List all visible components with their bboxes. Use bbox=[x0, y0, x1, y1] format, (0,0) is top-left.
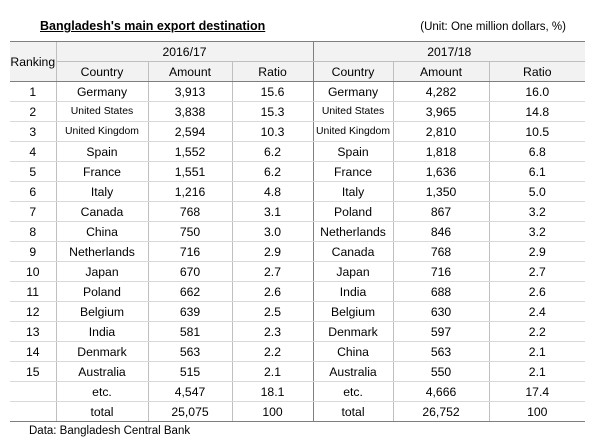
rank-cell: 14 bbox=[10, 342, 56, 362]
country-cell-2016-17: Netherlands bbox=[56, 242, 148, 262]
ratio-cell-2017-18: 2.2 bbox=[489, 322, 585, 342]
rank-cell: 7 bbox=[10, 202, 56, 222]
header-period-2017-18: 2017/18 bbox=[313, 42, 585, 62]
ratio-cell-2017-18: 2.1 bbox=[489, 342, 585, 362]
table-body bbox=[10, 82, 585, 422]
amount-cell-2017-18: 867 bbox=[393, 202, 489, 222]
amount-cell-2016-17: 563 bbox=[148, 342, 232, 362]
ratio-cell-2017-18: 100 bbox=[489, 402, 585, 422]
table-row bbox=[10, 242, 585, 262]
amount-cell-2017-18: 1,350 bbox=[393, 182, 489, 202]
header-ratio-a: Ratio bbox=[232, 62, 313, 82]
amount-cell-2017-18: 4,666 bbox=[393, 382, 489, 402]
amount-cell-2017-18: 688 bbox=[393, 282, 489, 302]
ratio-cell-2016-17: 10.3 bbox=[232, 122, 313, 142]
amount-cell-2016-17: 768 bbox=[148, 202, 232, 222]
ratio-cell-2016-17: 100 bbox=[232, 402, 313, 422]
header-ranking: Ranking bbox=[10, 42, 56, 82]
rank-cell: 11 bbox=[10, 282, 56, 302]
header-period-2016-17: 2016/17 bbox=[56, 42, 313, 62]
country-cell-2016-17: Spain bbox=[56, 142, 148, 162]
ratio-cell-2017-18: 2.4 bbox=[489, 302, 585, 322]
rank-cell: 1 bbox=[10, 82, 56, 102]
country-cell-2017-18: France bbox=[313, 162, 393, 182]
country-cell-2017-18: China bbox=[313, 342, 393, 362]
table-row bbox=[10, 102, 585, 122]
country-cell-2016-17: China bbox=[56, 222, 148, 242]
rank-cell bbox=[10, 402, 56, 422]
table-row bbox=[10, 142, 585, 162]
rank-cell: 8 bbox=[10, 222, 56, 242]
header-amount-b: Amount bbox=[393, 62, 489, 82]
table-row bbox=[10, 302, 585, 322]
table-row bbox=[10, 362, 585, 382]
ratio-cell-2016-17: 2.3 bbox=[232, 322, 313, 342]
amount-cell-2016-17: 670 bbox=[148, 262, 232, 282]
table-row bbox=[10, 222, 585, 242]
table-row bbox=[10, 322, 585, 342]
ratio-cell-2016-17: 15.3 bbox=[232, 102, 313, 122]
rank-cell: 15 bbox=[10, 362, 56, 382]
header-ratio-b: Ratio bbox=[489, 62, 585, 82]
header-country-a: Country bbox=[56, 62, 148, 82]
country-cell-2016-17: etc. bbox=[56, 382, 148, 402]
header-row-columns bbox=[10, 62, 585, 82]
rank-cell: 3 bbox=[10, 122, 56, 142]
ratio-cell-2016-17: 3.1 bbox=[232, 202, 313, 222]
ratio-cell-2016-17: 2.6 bbox=[232, 282, 313, 302]
header-country-b: Country bbox=[313, 62, 393, 82]
amount-cell-2017-18: 550 bbox=[393, 362, 489, 382]
country-cell-2017-18: Poland bbox=[313, 202, 393, 222]
country-cell-2017-18: Australia bbox=[313, 362, 393, 382]
ratio-cell-2016-17: 2.5 bbox=[232, 302, 313, 322]
country-cell-2016-17: United Kingdom bbox=[56, 122, 148, 142]
rank-cell: 2 bbox=[10, 102, 56, 122]
rank-cell: 6 bbox=[10, 182, 56, 202]
rank-cell: 13 bbox=[10, 322, 56, 342]
country-cell-2016-17: Italy bbox=[56, 182, 148, 202]
table-row bbox=[10, 282, 585, 302]
country-cell-2017-18: Canada bbox=[313, 242, 393, 262]
ratio-cell-2016-17: 2.9 bbox=[232, 242, 313, 262]
country-cell-2017-18: Belgium bbox=[313, 302, 393, 322]
ratio-cell-2016-17: 15.6 bbox=[232, 82, 313, 102]
amount-cell-2017-18: 3,965 bbox=[393, 102, 489, 122]
ratio-cell-2017-18: 6.8 bbox=[489, 142, 585, 162]
country-cell-2016-17: France bbox=[56, 162, 148, 182]
amount-cell-2016-17: 1,551 bbox=[148, 162, 232, 182]
country-cell-2016-17: United States bbox=[56, 102, 148, 122]
table-row bbox=[10, 182, 585, 202]
ratio-cell-2017-18: 16.0 bbox=[489, 82, 585, 102]
country-cell-2017-18: Germany bbox=[313, 82, 393, 102]
ratio-cell-2017-18: 2.6 bbox=[489, 282, 585, 302]
amount-cell-2016-17: 639 bbox=[148, 302, 232, 322]
country-cell-2016-17: Canada bbox=[56, 202, 148, 222]
country-cell-2017-18: Italy bbox=[313, 182, 393, 202]
amount-cell-2017-18: 26,752 bbox=[393, 402, 489, 422]
country-cell-2017-18: etc. bbox=[313, 382, 393, 402]
amount-cell-2017-18: 563 bbox=[393, 342, 489, 362]
country-cell-2016-17: Poland bbox=[56, 282, 148, 302]
amount-cell-2016-17: 4,547 bbox=[148, 382, 232, 402]
amount-cell-2016-17: 1,216 bbox=[148, 182, 232, 202]
amount-cell-2016-17: 581 bbox=[148, 322, 232, 342]
table-row bbox=[10, 382, 585, 402]
table-row bbox=[10, 202, 585, 222]
amount-cell-2017-18: 716 bbox=[393, 262, 489, 282]
country-cell-2017-18: India bbox=[313, 282, 393, 302]
amount-cell-2017-18: 2,810 bbox=[393, 122, 489, 142]
rank-cell: 12 bbox=[10, 302, 56, 322]
amount-cell-2016-17: 515 bbox=[148, 362, 232, 382]
table-row bbox=[10, 342, 585, 362]
rank-cell: 9 bbox=[10, 242, 56, 262]
amount-cell-2016-17: 716 bbox=[148, 242, 232, 262]
ratio-cell-2017-18: 10.5 bbox=[489, 122, 585, 142]
country-cell-2017-18: Japan bbox=[313, 262, 393, 282]
country-cell-2016-17: Denmark bbox=[56, 342, 148, 362]
ratio-cell-2017-18: 2.9 bbox=[489, 242, 585, 262]
ratio-cell-2016-17: 4.8 bbox=[232, 182, 313, 202]
amount-cell-2017-18: 4,282 bbox=[393, 82, 489, 102]
ratio-cell-2017-18: 2.1 bbox=[489, 362, 585, 382]
amount-cell-2016-17: 662 bbox=[148, 282, 232, 302]
ratio-cell-2016-17: 2.1 bbox=[232, 362, 313, 382]
country-cell-2017-18: United Kingdom bbox=[313, 122, 393, 142]
country-cell-2016-17: Japan bbox=[56, 262, 148, 282]
rank-cell: 10 bbox=[10, 262, 56, 282]
ratio-cell-2017-18: 3.2 bbox=[489, 202, 585, 222]
ratio-cell-2017-18: 3.2 bbox=[489, 222, 585, 242]
ratio-cell-2016-17: 2.2 bbox=[232, 342, 313, 362]
source-note: Data: Bangladesh Central Bank bbox=[29, 425, 191, 437]
ratio-cell-2017-18: 5.0 bbox=[489, 182, 585, 202]
amount-cell-2016-17: 3,913 bbox=[148, 82, 232, 102]
amount-cell-2017-18: 846 bbox=[393, 222, 489, 242]
amount-cell-2016-17: 25,075 bbox=[148, 402, 232, 422]
country-cell-2016-17: Australia bbox=[56, 362, 148, 382]
header-row-periods bbox=[10, 42, 585, 62]
country-cell-2016-17: Belgium bbox=[56, 302, 148, 322]
rank-cell bbox=[10, 382, 56, 402]
ratio-cell-2017-18: 14.8 bbox=[489, 102, 585, 122]
rank-cell: 5 bbox=[10, 162, 56, 182]
country-cell-2017-18: total bbox=[313, 402, 393, 422]
unit-note: (Unit: One million dollars, %) bbox=[420, 21, 566, 33]
country-cell-2016-17: total bbox=[56, 402, 148, 422]
table-title: Bangladesh's main export destination bbox=[40, 19, 266, 33]
table-row bbox=[10, 262, 585, 282]
ratio-cell-2017-18: 2.7 bbox=[489, 262, 585, 282]
amount-cell-2016-17: 750 bbox=[148, 222, 232, 242]
amount-cell-2017-18: 768 bbox=[393, 242, 489, 262]
country-cell-2017-18: Netherlands bbox=[313, 222, 393, 242]
amount-cell-2017-18: 1,636 bbox=[393, 162, 489, 182]
ratio-cell-2016-17: 2.7 bbox=[232, 262, 313, 282]
ratio-cell-2016-17: 6.2 bbox=[232, 162, 313, 182]
ratio-cell-2017-18: 6.1 bbox=[489, 162, 585, 182]
header-amount-a: Amount bbox=[148, 62, 232, 82]
country-cell-2016-17: Germany bbox=[56, 82, 148, 102]
amount-cell-2016-17: 3,838 bbox=[148, 102, 232, 122]
table-row bbox=[10, 82, 585, 102]
ratio-cell-2016-17: 3.0 bbox=[232, 222, 313, 242]
country-cell-2017-18: Denmark bbox=[313, 322, 393, 342]
ratio-cell-2016-17: 6.2 bbox=[232, 142, 313, 162]
ratio-cell-2016-17: 18.1 bbox=[232, 382, 313, 402]
rank-cell: 4 bbox=[10, 142, 56, 162]
amount-cell-2017-18: 630 bbox=[393, 302, 489, 322]
table-row bbox=[10, 402, 585, 422]
amount-cell-2016-17: 2,594 bbox=[148, 122, 232, 142]
amount-cell-2016-17: 1,552 bbox=[148, 142, 232, 162]
table-row bbox=[10, 122, 585, 142]
export-destination-table bbox=[10, 41, 585, 422]
country-cell-2017-18: United States bbox=[313, 102, 393, 122]
ratio-cell-2017-18: 17.4 bbox=[489, 382, 585, 402]
amount-cell-2017-18: 597 bbox=[393, 322, 489, 342]
amount-cell-2017-18: 1,818 bbox=[393, 142, 489, 162]
country-cell-2017-18: Spain bbox=[313, 142, 393, 162]
country-cell-2016-17: India bbox=[56, 322, 148, 342]
table-row bbox=[10, 162, 585, 182]
